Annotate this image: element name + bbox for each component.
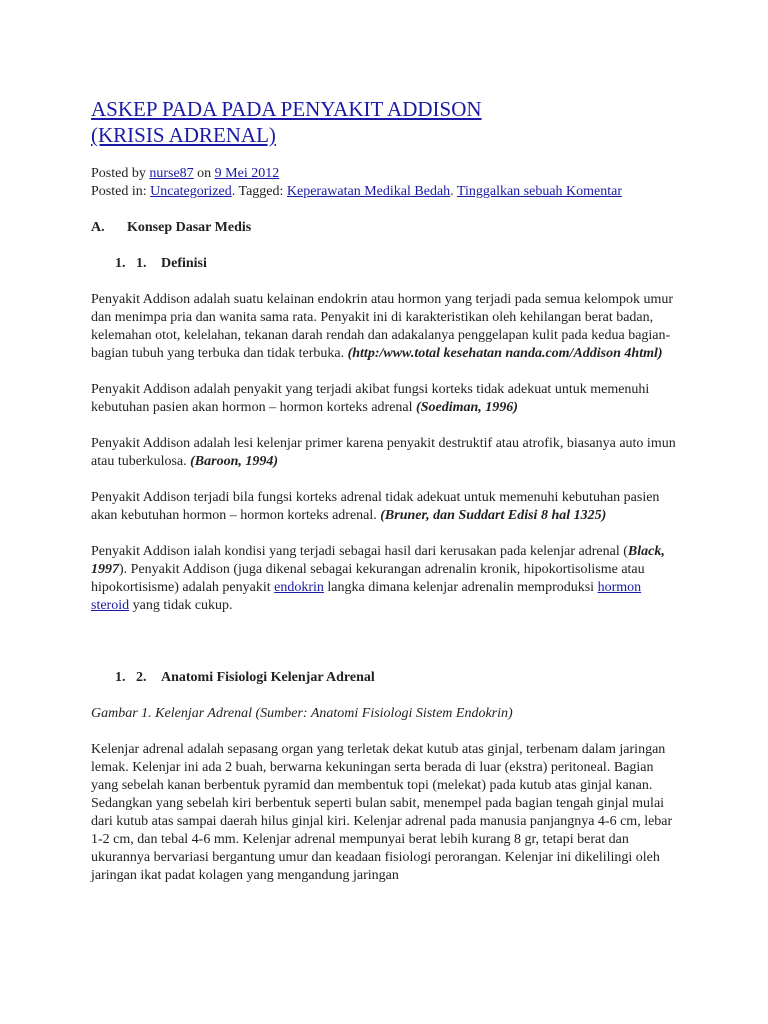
citation: (http:/www.total kesehatan nanda.com/Addison 4html): [347, 346, 663, 361]
date-link[interactable]: 9 Mei 2012: [214, 166, 280, 181]
definition-paragraph-3: [91, 435, 681, 471]
article: [91, 96, 681, 885]
paragraph-text: Penyakit Addison adalah suatu kelainan endokrin atau hormon yang terjadi pada semua kelompok umur dan menimpa pria dan wanita sama rata. Penyakit ini di karakteristikan oleh kehilangan berat badan, kelemahan otot, kelelahan, tekanan darah rendah dan adakalanya penggelapan kulit pada kedua bagian-bagian tubuh yang terbuka dan tidak terbuka.: [91, 292, 674, 361]
post-meta: [91, 165, 681, 201]
posted-in-line: [91, 183, 681, 201]
section-a-heading: [91, 219, 681, 237]
endokrin-link[interactable]: endokrin: [274, 580, 324, 595]
title-line-2[interactable]: (KRISIS ADRENAL): [91, 123, 276, 147]
section-a-number: A.: [91, 220, 105, 235]
definition-paragraph-5: [91, 543, 681, 615]
paragraph-text: Penyakit Addison adalah penyakit yang terjadi akibat fungsi korteks tidak adekuat untuk memenuhi kebutuhan pasien akan hormon – hormon korteks adrenal: [91, 382, 650, 415]
citation: (Baroon, 1994): [190, 454, 279, 469]
paragraph-text: Penyakit Addison terjadi bila fungsi korteks adrenal tidak adekuat untuk memenuhi kebutuhan pasien akan kebutuhan hormon – hormon korteks adrenal.: [91, 490, 660, 523]
definition-paragraph-2: [91, 381, 681, 417]
anatomy-paragraph: Kelenjar adrenal adalah sepasang organ yang terletak dekat kutub atas ginjal, terbenam dalam jaringan lemak. Kelenjar ini ada 2 buah, berwarna kekuningan serta berada di luar (ekstra) peritoneal. Bagian yang sebelah kanan berbentuk pyramid dan membentuk topi (melekat) pada kutub atas ginjal kanan. Sedangkan yang sebelah kiri berbentuk seperti bulan sabit, menempel pada bagian tengah ginjal mulai dari kutub atas sampai daerah hilus ginjal kiri. Kelenjar adrenal pada manusia panjangnya 4-6 cm, lebar 1-2 cm, dan tebal 4-6 mm. Kelenjar adrenal mempunyai berat lebih kurang 8 gr, tetapi berat dan ukurannya bervariasi bergantung umur dan keadaan fisiologi perorangan. Kelenjar ini dikelilingi oleh jaringan ikat padat kolagen yang mengandung jaringan: [91, 742, 673, 883]
category-link[interactable]: Uncategorized: [150, 184, 232, 199]
tagged-label: . Tagged:: [231, 184, 287, 199]
definition-paragraph-1: [91, 291, 681, 363]
comment-link[interactable]: Tinggalkan sebuah Komentar: [456, 184, 623, 199]
paragraph-text: langka dimana kelenjar adrenalin memproduksi: [323, 580, 598, 595]
paragraph-text: Penyakit Addison ialah kondisi yang terjadi sebagai hasil dari kerusakan pada kelenjar adrenal (: [91, 544, 628, 559]
definition-paragraph-4: [91, 489, 681, 525]
tag-link[interactable]: Keperawatan Medikal Bedah: [286, 184, 451, 199]
section-1-number: 1. 1.: [115, 256, 147, 271]
separator: .: [450, 184, 457, 199]
on-label: on: [193, 166, 215, 181]
posted-in-label: Posted in:: [91, 184, 151, 199]
section-1-title: Definisi: [161, 256, 207, 271]
posted-by-line: [91, 165, 681, 183]
author-link[interactable]: nurse87: [149, 166, 194, 181]
citation: Black, 1997: [91, 544, 665, 577]
section-2-heading: [91, 669, 681, 687]
paragraph-text: Penyakit Addison adalah lesi kelenjar primer karena penyakit destruktif atau atrofik, biasanya auto imun atau tuberkulosa.: [91, 436, 676, 469]
section-1-heading: [91, 255, 681, 273]
section-a-title: Konsep Dasar Medis: [127, 220, 252, 235]
section-2-title: Anatomi Fisiologi Kelenjar Adrenal: [161, 670, 375, 685]
article-title[interactable]: [91, 96, 681, 148]
figure-caption: Gambar 1. Kelenjar Adrenal (Sumber: Anatomi Fisiologi Sistem Endokrin): [91, 706, 513, 721]
section-2-number: 1. 2.: [115, 670, 147, 685]
citation: (Soediman, 1996): [416, 400, 518, 415]
title-line-1[interactable]: ASKEP PADA PADA PENYAKIT ADDISON: [91, 97, 482, 121]
paragraph-text: yang tidak cukup.: [129, 598, 233, 613]
hormon-steroid-link[interactable]: hormon steroid: [91, 580, 642, 613]
citation: (Bruner, dan Suddart Edisi 8 hal 1325): [380, 508, 607, 523]
posted-by-label: Posted by: [91, 166, 150, 181]
paragraph-text: ). Penyakit Addison (juga dikenal sebagai kekurangan adrenalin kronik, hipokortisolisme atau hipokortisisme) adalah penyakit: [91, 562, 645, 595]
